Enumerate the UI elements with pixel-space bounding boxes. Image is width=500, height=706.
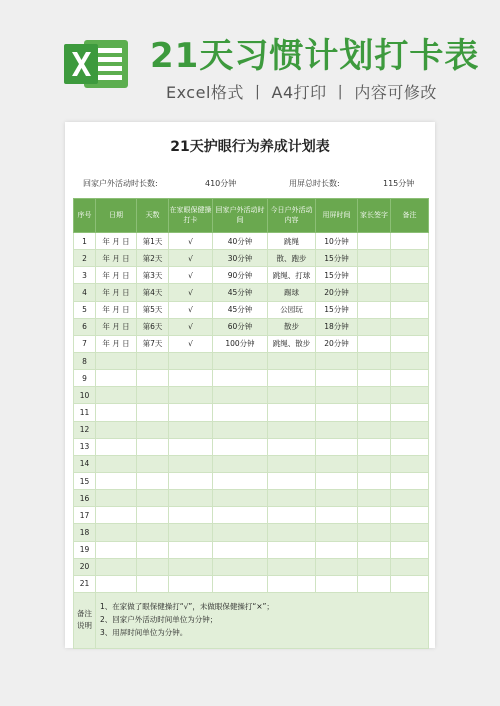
- remark-cell[interactable]: [391, 267, 429, 284]
- outdoor-time-cell: 45分钟: [213, 301, 268, 318]
- date-cell: 年 月 日: [96, 318, 137, 335]
- day-cell: [137, 404, 169, 421]
- table-row: [74, 472, 429, 489]
- remark-cell[interactable]: [391, 524, 429, 541]
- outdoor-time-cell: [213, 370, 268, 387]
- table-row: [74, 318, 429, 335]
- parent-sign-cell[interactable]: [358, 438, 391, 455]
- activity-cell: [268, 472, 316, 489]
- outdoor-time-cell: 60分钟: [213, 318, 268, 335]
- day-cell: [137, 352, 169, 369]
- remark-cell[interactable]: [391, 404, 429, 421]
- screen-time-cell: [316, 352, 358, 369]
- eye-exercise-cell: [169, 507, 213, 524]
- banner: [0, 0, 500, 118]
- parent-sign-cell[interactable]: [358, 370, 391, 387]
- table-row: [74, 404, 429, 421]
- table-row: [74, 455, 429, 472]
- date-cell: [96, 387, 137, 404]
- outdoor-time-cell: [213, 421, 268, 438]
- day-cell: [137, 524, 169, 541]
- outdoor-time-cell: 40分钟: [213, 233, 268, 250]
- header-cell: 家长签字: [358, 199, 391, 233]
- activity-cell: [268, 352, 316, 369]
- date-cell: [96, 575, 137, 592]
- day-cell: [137, 370, 169, 387]
- parent-sign-cell[interactable]: [358, 318, 391, 335]
- activity-cell: [268, 524, 316, 541]
- row-index-cell: 6: [74, 318, 96, 335]
- row-index-cell: 10: [74, 387, 96, 404]
- eye-exercise-cell: √: [169, 233, 213, 250]
- row-index-cell: 11: [74, 404, 96, 421]
- date-cell: 年 月 日: [96, 267, 137, 284]
- activity-cell: [268, 438, 316, 455]
- header-cell: 日期: [96, 199, 137, 233]
- parent-sign-cell[interactable]: [358, 233, 391, 250]
- eye-exercise-cell: [169, 541, 213, 558]
- row-index-cell: 14: [74, 455, 96, 472]
- eye-exercise-cell: [169, 524, 213, 541]
- eye-exercise-cell: [169, 438, 213, 455]
- day-cell: 第3天: [137, 267, 169, 284]
- sheet: [65, 122, 435, 648]
- table-row: [74, 438, 429, 455]
- remark-cell[interactable]: [391, 318, 429, 335]
- outdoor-time-cell: [213, 524, 268, 541]
- table-row: [74, 335, 429, 352]
- screen-time-cell: [316, 404, 358, 421]
- table-row: [74, 284, 429, 301]
- row-index-cell: 21: [74, 575, 96, 592]
- outdoor-time-cell: [213, 490, 268, 507]
- eye-exercise-cell: [169, 352, 213, 369]
- outdoor-total-label: 回家户外活动时长数:: [83, 179, 158, 188]
- row-index-cell: 3: [74, 267, 96, 284]
- eye-exercise-cell: [169, 490, 213, 507]
- row-index-cell: 5: [74, 301, 96, 318]
- screen-time-cell: [316, 472, 358, 489]
- date-cell: 年 月 日: [96, 250, 137, 267]
- row-index-cell: 15: [74, 472, 96, 489]
- parent-sign-cell[interactable]: [358, 250, 391, 267]
- outdoor-time-cell: 45分钟: [213, 284, 268, 301]
- table-row: [74, 421, 429, 438]
- remark-cell[interactable]: [391, 575, 429, 592]
- screen-time-cell: [316, 524, 358, 541]
- eye-exercise-cell: √: [169, 267, 213, 284]
- outdoor-time-cell: [213, 438, 268, 455]
- eye-exercise-cell: [169, 575, 213, 592]
- parent-sign-cell[interactable]: [358, 541, 391, 558]
- eye-exercise-cell: [169, 387, 213, 404]
- table-body: [74, 233, 429, 593]
- day-cell: [137, 472, 169, 489]
- activity-cell: [268, 455, 316, 472]
- remark-cell[interactable]: [391, 558, 429, 575]
- outdoor-time-cell: [213, 455, 268, 472]
- day-cell: 第1天: [137, 233, 169, 250]
- activity-cell: 散步: [268, 318, 316, 335]
- eye-exercise-cell: [169, 370, 213, 387]
- row-index-cell: 12: [74, 421, 96, 438]
- parent-sign-cell[interactable]: [358, 284, 391, 301]
- activity-cell: [268, 507, 316, 524]
- parent-sign-cell[interactable]: [358, 301, 391, 318]
- parent-sign-cell[interactable]: [358, 421, 391, 438]
- parent-sign-cell[interactable]: [358, 352, 391, 369]
- parent-sign-cell[interactable]: [358, 558, 391, 575]
- activity-cell: [268, 370, 316, 387]
- day-cell: 第2天: [137, 250, 169, 267]
- activity-cell: [268, 404, 316, 421]
- remark-cell[interactable]: [391, 421, 429, 438]
- parent-sign-cell[interactable]: [358, 472, 391, 489]
- remark-cell[interactable]: [391, 490, 429, 507]
- date-cell: [96, 541, 137, 558]
- notes-row: [74, 592, 429, 648]
- table-row: [74, 558, 429, 575]
- remark-cell[interactable]: [391, 370, 429, 387]
- row-index-cell: 8: [74, 352, 96, 369]
- outdoor-time-cell: [213, 507, 268, 524]
- banner-subtitle: Excel格式 丨 A4打印 丨 内容可修改: [166, 83, 437, 102]
- remark-cell[interactable]: [391, 335, 429, 352]
- screen-time-cell: [316, 370, 358, 387]
- day-cell: [137, 421, 169, 438]
- remark-cell[interactable]: [391, 455, 429, 472]
- date-cell: 年 月 日: [96, 233, 137, 250]
- remark-cell[interactable]: [391, 250, 429, 267]
- eye-exercise-cell: √: [169, 250, 213, 267]
- outdoor-time-cell: [213, 558, 268, 575]
- table-row: [74, 352, 429, 369]
- activity-cell: 踢球: [268, 284, 316, 301]
- day-cell: [137, 558, 169, 575]
- notes-label-line1: 备注: [77, 609, 92, 619]
- table-row: [74, 370, 429, 387]
- eye-exercise-cell: [169, 558, 213, 575]
- date-cell: [96, 558, 137, 575]
- eye-exercise-cell: [169, 404, 213, 421]
- activity-cell: 跳绳、打球: [268, 267, 316, 284]
- outdoor-time-cell: [213, 404, 268, 421]
- outdoor-time-cell: 30分钟: [213, 250, 268, 267]
- row-index-cell: 9: [74, 370, 96, 387]
- outdoor-total-value: 410分钟: [205, 179, 237, 188]
- screen-time-cell: 15分钟: [316, 267, 358, 284]
- activity-cell: [268, 387, 316, 404]
- table-row: [74, 387, 429, 404]
- table-row: [74, 541, 429, 558]
- day-cell: [137, 490, 169, 507]
- table-row: [74, 524, 429, 541]
- day-cell: [137, 575, 169, 592]
- screen-time-cell: [316, 421, 358, 438]
- remark-cell[interactable]: [391, 438, 429, 455]
- date-cell: [96, 438, 137, 455]
- day-cell: [137, 455, 169, 472]
- screen-total-value: 115分钟: [383, 179, 415, 188]
- parent-sign-cell[interactable]: [358, 404, 391, 421]
- parent-sign-cell[interactable]: [358, 455, 391, 472]
- row-index-cell: 16: [74, 490, 96, 507]
- day-cell: 第7天: [137, 335, 169, 352]
- table-row: [74, 250, 429, 267]
- header-cell: 用屏时间: [316, 199, 358, 233]
- screen-total-label: 用屏总时长数:: [289, 179, 340, 188]
- parent-sign-cell[interactable]: [358, 507, 391, 524]
- row-index-cell: 7: [74, 335, 96, 352]
- remark-cell[interactable]: [391, 284, 429, 301]
- outdoor-time-cell: [213, 387, 268, 404]
- screen-time-cell: 20分钟: [316, 284, 358, 301]
- note-line: 3、用屏时间单位为分钟。: [100, 627, 188, 637]
- day-cell: [137, 507, 169, 524]
- screen-time-cell: 15分钟: [316, 301, 358, 318]
- header-cell: 天数: [137, 199, 169, 233]
- outdoor-time-cell: 90分钟: [213, 267, 268, 284]
- header-cell: 回家户外活动时间: [213, 199, 268, 233]
- date-cell: 年 月 日: [96, 284, 137, 301]
- notes-body: [96, 592, 429, 648]
- day-cell: [137, 438, 169, 455]
- outdoor-time-cell: [213, 352, 268, 369]
- header-cell: 备注: [391, 199, 429, 233]
- screen-time-cell: [316, 507, 358, 524]
- parent-sign-cell[interactable]: [358, 267, 391, 284]
- outdoor-time-cell: [213, 541, 268, 558]
- date-cell: 年 月 日: [96, 301, 137, 318]
- row-index-cell: 17: [74, 507, 96, 524]
- eye-exercise-cell: [169, 455, 213, 472]
- remark-cell[interactable]: [391, 541, 429, 558]
- remark-cell[interactable]: [391, 352, 429, 369]
- date-cell: [96, 490, 137, 507]
- header-cell: 在家眼保健操打卡: [169, 199, 213, 233]
- remark-cell[interactable]: [391, 233, 429, 250]
- banner-title: 21天习惯计划打卡表: [150, 36, 480, 76]
- screen-time-cell: 15分钟: [316, 250, 358, 267]
- notes-label-line2: 说明: [77, 621, 92, 631]
- parent-sign-cell[interactable]: [358, 335, 391, 352]
- remark-cell[interactable]: [391, 301, 429, 318]
- table-row: [74, 575, 429, 592]
- note-line: 2、回家户外活动时间单位为分钟；: [100, 615, 218, 625]
- screen-time-cell: 18分钟: [316, 318, 358, 335]
- screen-time-cell: [316, 387, 358, 404]
- table-row: [74, 233, 429, 250]
- activity-cell: 公园玩: [268, 301, 316, 318]
- activity-cell: 跳绳、散步: [268, 335, 316, 352]
- screen-time-cell: [316, 575, 358, 592]
- activity-cell: [268, 558, 316, 575]
- outdoor-time-cell: [213, 575, 268, 592]
- screen-time-cell: 10分钟: [316, 233, 358, 250]
- date-cell: 年 月 日: [96, 335, 137, 352]
- date-cell: [96, 370, 137, 387]
- remark-cell[interactable]: [391, 507, 429, 524]
- row-index-cell: 1: [74, 233, 96, 250]
- eye-exercise-cell: √: [169, 318, 213, 335]
- eye-exercise-cell: √: [169, 335, 213, 352]
- activity-cell: [268, 490, 316, 507]
- row-index-cell: 2: [74, 250, 96, 267]
- date-cell: [96, 472, 137, 489]
- activity-cell: 散、跑步: [268, 250, 316, 267]
- activity-cell: [268, 575, 316, 592]
- table-row: [74, 507, 429, 524]
- outdoor-time-cell: 100分钟: [213, 335, 268, 352]
- row-index-cell: 20: [74, 558, 96, 575]
- screen-time-cell: 20分钟: [316, 335, 358, 352]
- parent-sign-cell[interactable]: [358, 490, 391, 507]
- screen-time-cell: [316, 438, 358, 455]
- header-cell: 今日户外活动内容: [268, 199, 316, 233]
- row-index-cell: 19: [74, 541, 96, 558]
- note-line: 1、在家做了眼保健操打“√”，未做眼保健操打“×”；: [100, 602, 274, 612]
- screen-time-cell: [316, 455, 358, 472]
- date-cell: [96, 455, 137, 472]
- screen-time-cell: [316, 558, 358, 575]
- date-cell: [96, 352, 137, 369]
- excel-icon: [62, 38, 130, 90]
- sheet-title: 21天护眼行为养成计划表: [170, 139, 330, 155]
- day-cell: 第6天: [137, 318, 169, 335]
- day-cell: 第4天: [137, 284, 169, 301]
- screen-time-cell: [316, 490, 358, 507]
- day-cell: 第5天: [137, 301, 169, 318]
- date-cell: [96, 507, 137, 524]
- habit-table: [73, 198, 429, 649]
- parent-sign-cell[interactable]: [358, 575, 391, 592]
- header-cell: 序号: [74, 199, 96, 233]
- eye-exercise-cell: √: [169, 301, 213, 318]
- screen-time-cell: [316, 541, 358, 558]
- parent-sign-cell[interactable]: [358, 524, 391, 541]
- eye-exercise-cell: √: [169, 284, 213, 301]
- table-row: [74, 267, 429, 284]
- row-index-cell: 18: [74, 524, 96, 541]
- eye-exercise-cell: [169, 421, 213, 438]
- day-cell: [137, 387, 169, 404]
- table-row: [74, 490, 429, 507]
- day-cell: [137, 541, 169, 558]
- date-cell: [96, 524, 137, 541]
- activity-cell: [268, 421, 316, 438]
- row-index-cell: 13: [74, 438, 96, 455]
- activity-cell: 跳绳: [268, 233, 316, 250]
- table-header-row: [74, 199, 429, 233]
- parent-sign-cell[interactable]: [358, 387, 391, 404]
- remark-cell[interactable]: [391, 387, 429, 404]
- notes-label: [74, 592, 96, 648]
- date-cell: [96, 404, 137, 421]
- row-index-cell: 4: [74, 284, 96, 301]
- table-row: [74, 301, 429, 318]
- remark-cell[interactable]: [391, 472, 429, 489]
- eye-exercise-cell: [169, 472, 213, 489]
- activity-cell: [268, 541, 316, 558]
- outdoor-time-cell: [213, 472, 268, 489]
- date-cell: [96, 421, 137, 438]
